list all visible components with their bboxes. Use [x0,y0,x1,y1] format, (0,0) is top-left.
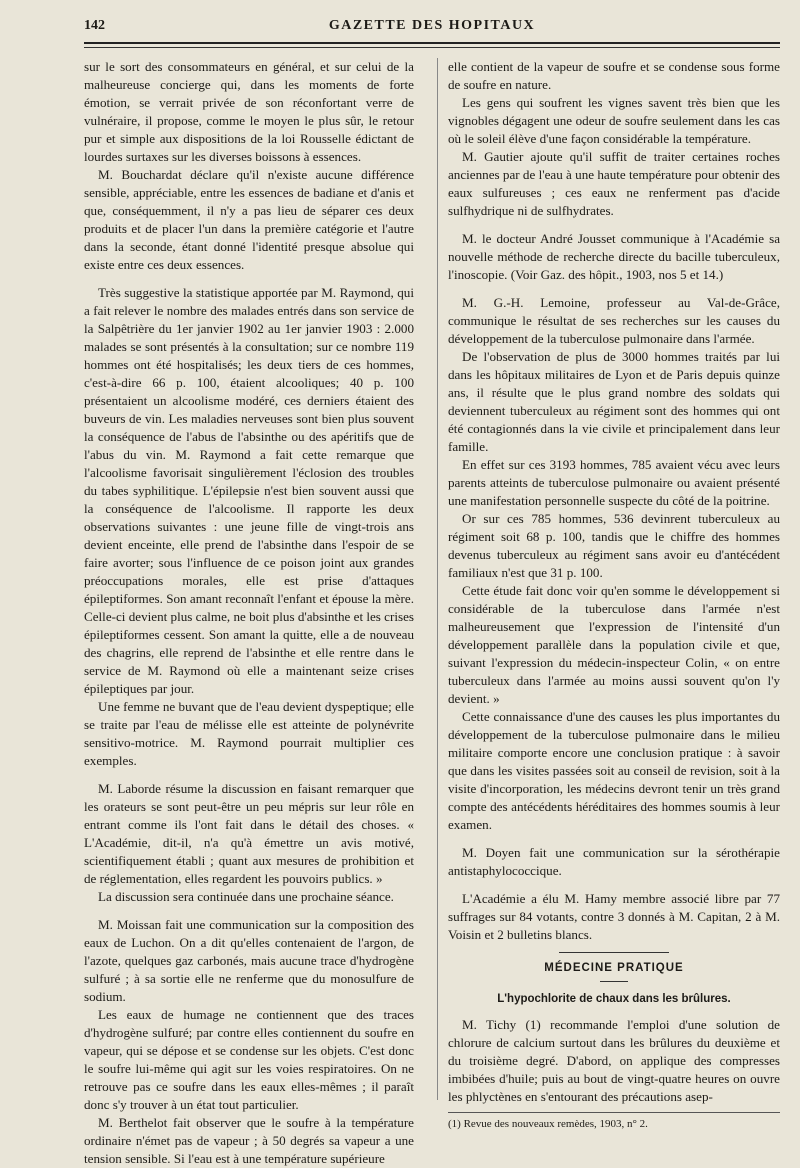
paragraph: M. Laborde résume la discussion en faisant remarquer que les orateurs se sont peut-être un peu mépris sur leur rôle en entrant comme ils l'ont fait dans le détail des choses. « L'Académie, dit-il, n'a qu'à émettre un avis motivé, scientifiquement établi ; quant aux mesures de prohibition et de réglementation, elles regardent les pouvoirs publics. » [84,781,414,886]
right-column [448,58,780,1131]
article-subheading: L'hypochlorite de chaux dans les brûlures. [497,993,731,1005]
section-separator [559,952,669,953]
paragraph: elle contient de la vapeur de soufre et se condense sous forme de soufre en nature. [448,59,780,92]
journal-title: GAZETTE DES HOPITAUX [328,18,536,33]
paragraph: Très suggestive la statistique apportée par M. Raymond, qui a fait relever le nombre des malades entrés dans son service de la Salpêtrière du 1er janvier 1902 au 1er janvier 1903 : 2.000 malades se sont présentés à la consultation; sur ce nombre 119 hommes ont été hospitalisés; les deux tiers de ces hommes, c'est-à-dire 66 p. 100, étaient alcooliques; 40 p. 100 présentaient un alcoolisme modéré, ces derniers étaient des buveurs de vin. Les maladies nerveuses sont bien plus souvent la conséquence de l'abus de l'absinthe ou des apéritifs que de l'abus du vin. M. Raymond a fait cette remarque que l'alcoolisme favorisait singulièrement l'éclosion des troubles du tabes syphilitique. L'épilepsie n'est bien souvent aussi que la conséquence de l'alcoolisme. Il rapporte les deux observations suivantes : une jeune fille de vingt-trois ans devient enceinte, elle prend de l'absinthe dans l'espoir de se faire avorter; sous l'influence de ce poison joint aux grandes préoccupations morales, elle est prise d'attaques épileptiformes. Son amant reconnaît l'enfant et épouse la mère. Celle-ci devient plus calme, ne boit plus d'absinthe et les crises épileptiformes cessent. Son amant la quitte, elle a de nouveau des chagrins, elle reprend de l'absinthe et elle rentre dans le service de M. Raymond où elle a maintenant seize crises épileptiques par jour. [84,285,414,696]
paragraph: Les eaux de humage ne contiennent que des traces d'hydrogène sulfuré; par contre elles contiennent du soufre en vapeur, qui se dépose et se condense sur les objets. C'est donc le soufre lui-même qui agit sur les voies respiratoires. On ne retrouve pas ce soufre dans les eaux elles-mêmes ; il paraît donc s'y trouver à un état tout particulier. [84,1007,414,1112]
footnote: (1) Revue des nouveaux remèdes, 1903, n° 2. [448,1118,648,1130]
paragraph: sur le sort des consommateurs en général, et sur celui de la malheureuse concierge qui, dans les moments de forte émotion, se verrait privée de son réconfortant verre de vulnéraire, il propose, comme le moyen le plus sûr, le retour pur et simple aux dispositions de la loi Rousselle édictant de lourdes surtaxes sur les diverses boissons à essences. [84,59,414,164]
left-column [84,58,414,1168]
paragraph: En effet sur ces 3193 hommes, 785 avaient vécu avec leurs parents atteints de tuberculose pulmonaire ou avaient présenté une manifestation personnelle suspecte du côté de la poitrine. [448,457,780,508]
paragraph: M. G.-H. Lemoine, professeur au Val-de-Grâce, communique le résultat de ses recherches sur les causes du développement de la tuberculose pulmonaire dans l'armée. [448,295,780,346]
paragraph: Les gens qui soufrent les vignes savent très bien que les vignobles dégagent une odeur de soufre seulement dans les cas où le soleil élève d'une façon considérable la température. [448,95,780,146]
paragraph: Or sur ces 785 hommes, 536 devinrent tuberculeux au régiment soit 68 p. 100, tandis que le chiffre des hommes devenus tuberculeux au régiment sans avoir eu d'antécédent familiaux n'est que 31 p. 100. [448,511,780,580]
footnote-rule [448,1112,780,1113]
paragraph: M. Tichy (1) recommande l'emploi d'une solution de chlorure de calcium surtout dans les brûlures du deuxième et du troisième degré. D'abord, on applique des compresses imbibées d'huile; puis au bout de vingt-quatre heures on ouvre les phlyctènes en s'entourant des précautions asep- [448,1017,780,1104]
paragraph: M. le docteur André Jousset communique à l'Académie sa nouvelle méthode de recherche directe du bacille tuberculeux, l'inoscopie. (Voir Gaz. des hôpit., 1903, nos 5 et 14.) [448,231,780,282]
column-divider [437,58,438,1100]
paragraph: M. Moissan fait une communication sur la composition des eaux de Luchon. On a dit qu'elles contenaient de l'argon, de l'azote, quelques gaz carbonés, mais aucune trace d'hydrogène sulfuré ; à sa sortie elle ne renferme que du monosulfure de sodium. [84,917,414,1004]
paragraph: M. Doyen fait une communication sur la sérothérapie antistaphylococcique. [448,845,780,878]
paragraph: L'Académie a élu M. Hamy membre associé libre par 77 suffrages sur 84 votants, contre 3 donnés à M. Capitan, 2 à M. Voisin et 2 bulletins blancs. [448,891,780,942]
paragraph: Cette connaissance d'une des causes les plus importantes du développement de la tuberculose pulmonaire dans le milieu militaire comporte encore une conclusion pratique : à savoir que dans les visites passées soit au conseil de revision, soit à la visite d'incorporation, les médecins devront tenir un très grand compte des antécédents héréditaires des hommes soumis à leur examen. [448,709,780,832]
paragraph: De l'observation de plus de 3000 hommes traités par lui dans les hôpitaux militaires de Lyon et de Paris depuis quinze ans, il résulte que le plus grand nombre des soldats qui deviennent tuberculeux au régiment sont des hommes qui ont été contagionnés dans la vie civile et principalement dans leur famille. [448,349,780,454]
heading-rule [600,981,628,982]
paragraph: La discussion sera continuée dans une prochaine séance. [98,889,394,904]
page-header [84,18,780,38]
paragraph: M. Berthelot fait observer que le soufre à la température ordinaire n'émet pas de vapeur ; à 50 degrés sa vapeur a une tension sensible. Si l'eau est à une température supérieure [84,1115,414,1166]
page-number: 142 [84,18,105,33]
paragraph: Une femme ne buvant que de l'eau devient dyspeptique; elle se traite par l'eau de mélisse elle est atteinte de polynévrite sensitivo-motrice. M. Raymond pourrait multiplier ces exemples. [84,699,414,768]
section-heading: MÉDECINE PRATIQUE [544,962,684,974]
paragraph: Cette étude fait donc voir qu'en somme le développement si considérable de la tuberculose dans l'armée n'est malheureusement que l'expression de l'intensité d'un développement parallèle dans la population civile et que, suivant l'expression du médecin-inspecteur Colin, « on entre tuberculeux dans l'armée au moins aussi souvent qu'on l'y devient. » [448,583,780,706]
header-rule-thin [84,47,780,48]
paragraph: M. Gautier ajoute qu'il suffit de traiter certaines roches anciennes par de l'eau à une haute température pour obtenir des eaux sulfureuses ; ces eaux ne renferment pas d'acide sulfhydrique ni de sulfhydrates. [448,149,780,218]
header-rule [84,42,780,44]
paragraph: M. Bouchardat déclare qu'il n'existe aucune différence sensible, appréciable, entre les essences de badiane et d'anis et que, conséquemment, il n'y a pas lieu de séparer ces deux produits et de placer l'un dans la première catégorie et l'autre dans la seconde, étant donné l'identité presque absolue qui existe entre ces deux essences. [84,167,414,272]
